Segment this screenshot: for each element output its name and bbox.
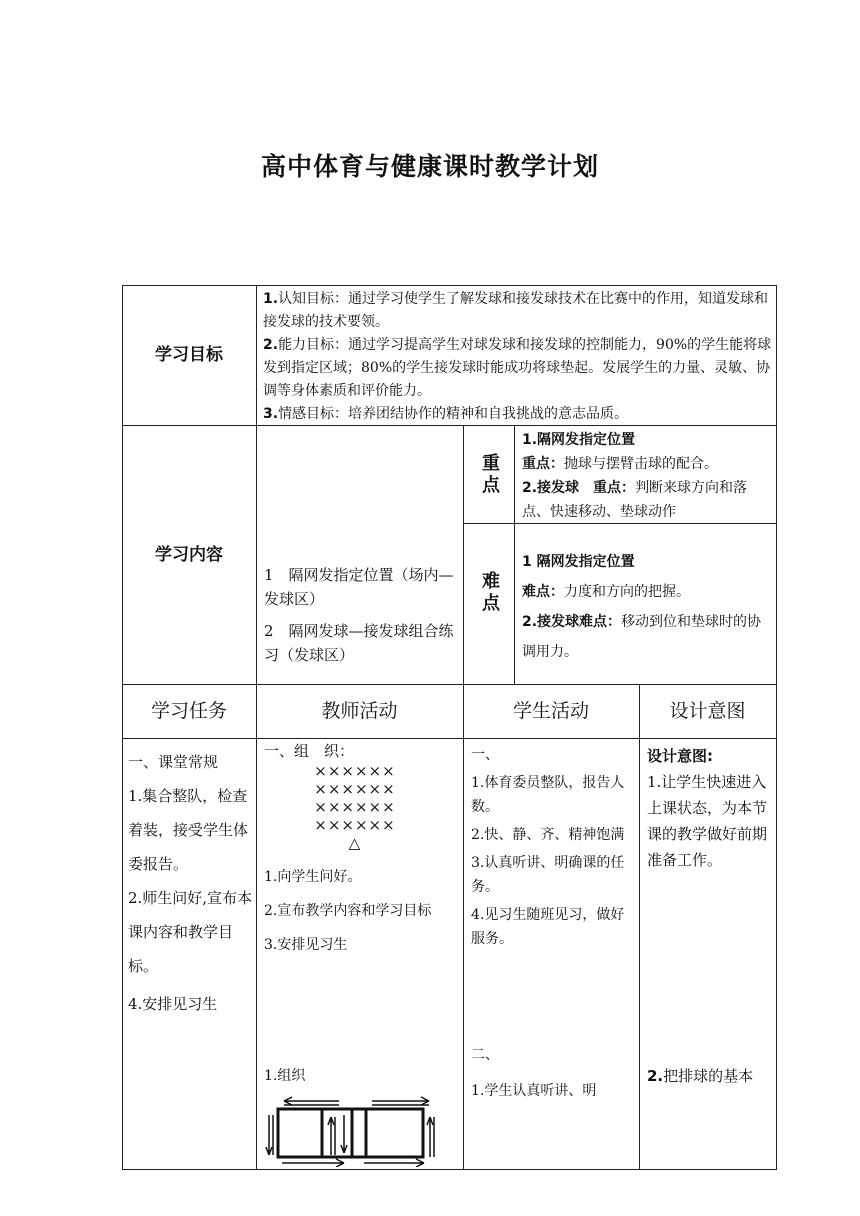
difficulty-points — [522, 547, 774, 667]
difficulty-line: 1 隔网发指定位置 — [522, 554, 635, 570]
formation-row: ×××××× — [314, 798, 396, 816]
design-text-b: 2.把排球的基本 — [647, 1067, 754, 1085]
student-item: 3.认真听讲、明确课的任务。 — [471, 855, 625, 895]
student-heading: 一、 — [471, 747, 499, 763]
objectives-label: 学习目标 — [155, 345, 223, 365]
design-text: 1.让学生快速进入上课状态，为本节课的教学做好前期准备工作。 — [647, 773, 768, 869]
teacher-column — [264, 740, 460, 962]
design-column — [647, 743, 773, 873]
task-item: 2.师生问好,宣布本课内容和教学目标。 — [128, 889, 253, 975]
difficulty-label: 难点 — [479, 571, 500, 615]
header-student: 学生活动 — [512, 700, 589, 722]
task-heading: 一、课堂常规 — [128, 753, 219, 771]
teacher-position-marker: △ — [348, 834, 362, 852]
formation-row: ×××××× — [314, 762, 396, 780]
design-heading: 设计意图: — [647, 747, 713, 765]
lesson-plan-table — [122, 285, 777, 1170]
student-item: 1.体育委员整队，报告人数。 — [471, 775, 625, 815]
formation-diagram — [250, 762, 460, 852]
content-item: 2 隔网发球—接发球组合练习（发球区） — [264, 622, 454, 664]
teacher-heading: 一、组 织： — [264, 742, 355, 760]
objective-item: 1.认知目标：通过学习使学生了解发球和接发球技术在比赛中的作用，知道发球和接发球的技术要领。 — [263, 291, 769, 330]
task-item: 1.集合整队，检查着装，接受学生体委报告。 — [128, 787, 249, 873]
student-column-b — [471, 1043, 637, 1103]
formation-row: ×××××× — [314, 780, 396, 798]
difficulty-line: 2.接发球难点：移动到位和垫球时的协调用力。 — [522, 614, 762, 660]
teacher-item: 2.宣布教学内容和学习目标 — [264, 903, 432, 919]
page-title: 高中体育与健康课时教学计划 — [260, 152, 599, 181]
objective-item: 3.情感目标：培养团结协作的精神和自我挑战的意志品质。 — [263, 406, 629, 422]
key-point-line: 重点：抛球与摆臂击球的配合。 — [522, 456, 718, 472]
content-items — [264, 563, 460, 667]
court-diagram — [264, 1095, 439, 1167]
objective-item: 2.能力目标：通过学习提高学生对球发球和接发球的控制能力，90%的学生能将球发到指定区域；80%的学生接发球时能成功将球垫起。发展学生的力量、灵敏、协调等身体素质和评价能力。 — [263, 337, 772, 399]
tasks-column — [128, 745, 254, 1021]
student-item: 4.见习生随班见习，做好服务。 — [471, 907, 625, 947]
difficulty-line: 难点：力度和方向的把握。 — [522, 584, 690, 600]
teacher-item: 3.安排见习生 — [264, 937, 348, 953]
teacher-item: 1.向学生问好。 — [264, 869, 362, 885]
key-point-line: 1.隔网发指定位置 — [522, 432, 636, 448]
header-design: 设计意图 — [669, 700, 746, 722]
student-heading-b: 二、 — [471, 1047, 499, 1063]
teacher-item-b: 1.组织 — [264, 1068, 306, 1084]
student-item-b: 1.学生认真听讲、明 — [471, 1083, 597, 1099]
content-label: 学习内容 — [155, 544, 223, 565]
content-item: 1 隔网发指定位置（场内—发球区） — [264, 566, 454, 608]
key-points-label: 重点 — [479, 453, 500, 497]
key-point-line: 2.接发球 重点：判断来球方向和落点、快速移动、垫球动作 — [522, 480, 748, 520]
formation-row: ×××××× — [314, 816, 396, 834]
student-item: 2.快、静、齐、精神饱满 — [471, 827, 625, 843]
student-column — [471, 743, 637, 951]
objectives-list — [263, 288, 775, 424]
key-points — [522, 428, 774, 524]
header-teacher: 教师活动 — [321, 700, 398, 722]
task-item: 4.安排见习生 — [128, 995, 218, 1013]
header-tasks: 学习任务 — [150, 700, 227, 722]
